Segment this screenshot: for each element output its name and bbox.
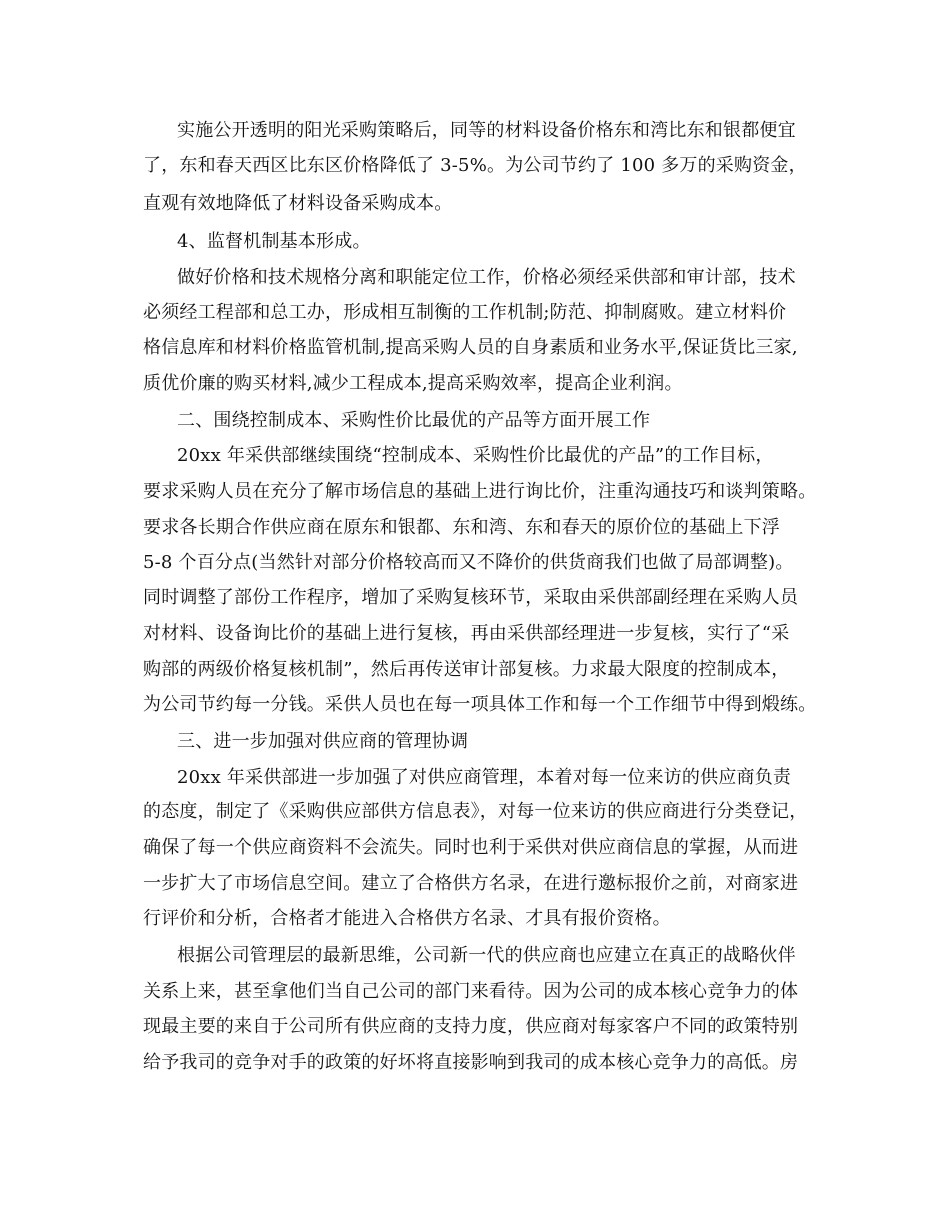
text-line: 现最主要的来自于公司所有供应商的支持力度，供应商对每家客户不同的政策特别 [143,1016,799,1037]
text-line: 行评价和分析，合格者才能进入合格供方名录、才具有报价资格。 [143,908,671,929]
text-line: 购部的两级价格复核机制”，然后再传送审计部复核。力求最大限度的控制成本， [143,659,790,680]
text-line: 的态度，制定了《采购供应部供方信息表》，对每一位来访的供应商进行分类登记， [143,801,808,822]
text-line: 20xx 年采供部进一步加强了对供应商管理，本着对每一位来访的供应商负责 [177,767,792,788]
text-line: 20xx 年采供部继续围绕“控制成本、采购性价比最优的产品”的工作目标， [177,445,774,466]
text-line: 格信息库和材料价格监管机制,提高采购人员的自身素质和业务水平,保证货比三家, [143,337,798,358]
text-line: 一步扩大了市场信息空间。建立了合格供方名录，在进行邀标报价之前，对商家进 [143,873,799,894]
text-line: 根据公司管理层的最新思维，公司新一代的供应商也应建立在真正的战略伙伴 [177,945,796,966]
text-line: 了，东和春天西区比东区价格降低了 3-5%。为公司节约了 100 多万的采购资金， [143,155,807,176]
text-line: 5-8 个百分点(当然针对部分价格较高而又不降价的供货商我们也做了局部调整)。 [143,552,794,573]
text-line: 给予我司的竞争对手的政策的好坏将直接影响到我司的成本核心竞争力的高低。房 [143,1052,799,1073]
text-line: 直观有效地降低了材料设备采购成本。 [143,193,453,214]
text-line: 同时调整了部份工作程序，增加了采购复核环节，采取由采供部副经理在采购人员 [143,587,799,608]
text-line: 确保了每一个供应商资料不会流失。同时也利于采供对供应商信息的掌握，从而进 [143,837,799,858]
text-line: 做好价格和技术规格分离和职能定位工作，价格必须经采供部和审计部，技术 [177,267,796,288]
text-line: 要求采购人员在充分了解市场信息的基础上进行询比价，注重沟通技巧和谈判策略。 [143,481,817,502]
text-line: 对材料、设备询比价的基础上进行复核，再由采供部经理进一步复核，实行了“采 [143,623,790,644]
section-heading: 4、监督机制基本形成。 [177,231,371,252]
text-line: 为公司节约每一分钱。采供人员也在每一项具体工作和每一个工作细节中得到煅练。 [143,694,817,715]
text-line: 关系上来，甚至拿他们当自己公司的部门来看待。因为公司的成本核心竞争力的体 [143,981,799,1002]
text-line: 实施公开透明的阳光采购策略后，同等的材料设备价格东和湾比东和银都便宜 [177,120,796,141]
text-line: 要求各长期合作供应商在原东和银都、东和湾、东和春天的原价位的基础上下浮 [143,517,780,538]
text-line: 质优价廉的购买材料,减少工程成本,提高采购效率，提高企业利润。 [143,373,683,394]
text-line: 必须经工程部和总工办，形成相互制衡的工作机制;防范、抑制腐败。建立材料价 [143,302,787,323]
section-heading: 二、围绕控制成本、采购性价比最优的产品等方面开展工作 [177,410,651,431]
section-heading: 三、进一步加强对供应商的管理协调 [177,731,469,752]
